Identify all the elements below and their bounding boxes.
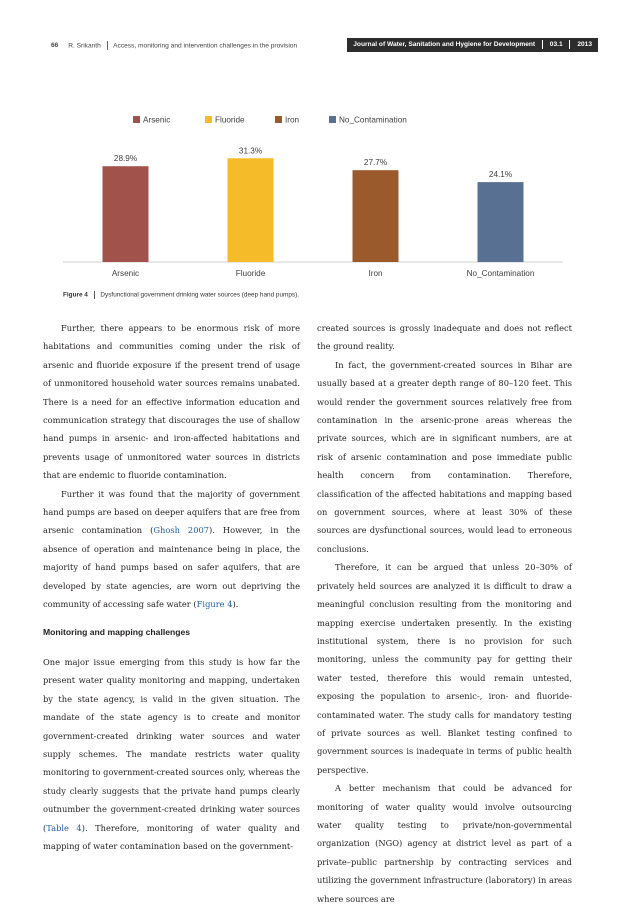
paragraph-text: Further it was found that the majority of government hand pumps are based on deeper aquifers that are free from arsenic contamination (: [43, 488, 300, 536]
running-header: [43, 38, 598, 52]
paragraph: [43, 653, 300, 855]
paragraph-text: ).: [232, 599, 239, 610]
table-link[interactable]: Table 4: [46, 822, 82, 833]
paragraph: created sources is grossly inadequate and does not reflect the ground reality.: [317, 323, 572, 352]
legend-label: Fluoride: [215, 115, 245, 125]
bar-fluoride: [228, 158, 274, 262]
header-author: R. Srikanth: [68, 42, 101, 50]
left-column: [43, 319, 300, 855]
journal-year: 2013: [577, 41, 592, 48]
bar-iron: [353, 170, 399, 262]
journal-divider: [542, 40, 543, 49]
header-left: [43, 41, 297, 50]
legend-label: No_Contamination: [339, 115, 407, 125]
data-label: 28.9%: [113, 154, 138, 164]
legend-swatch: [133, 116, 140, 123]
legend-swatch: [205, 116, 212, 123]
paragraph-text: ). Therefore, monitoring of water quality and mapping of water contamination based on the government-: [43, 822, 300, 851]
data-label: 31.3%: [238, 146, 263, 156]
bar-no_contamination: [478, 182, 524, 262]
paragraph: [43, 485, 300, 614]
tick-label: Fluoride: [235, 269, 266, 278]
paragraph: Therefore, it can be argued that unless 20–30% of privately held sources are analyzed it is difficult to draw a meaningful conclusion resulting from the monitoring and mapping exercise undertaken presently. In the existing institutional system, there is no provision for such monitoring, unless the community pay for getting their water tested, therefore this would remain untested, exposing the population to arsenic-, iron- and fluoride-contaminated water. The study calls for mandatory testing of private sources as well. Blanket testing confined to government sources is inadequate in terms of public health perspective.: [317, 562, 572, 775]
section-heading: Monitoring and mapping challenges: [43, 626, 191, 637]
tick-label: Arsenic: [111, 269, 140, 278]
data-label: 27.7%: [363, 158, 388, 168]
paragraph: Further, there appears to be enormous risk of more habitations and communities coming under the risk of arsenic and fluoride exposure if the present trend of usage of unmonitored household water sources remains unabated. There is a need for an effective information education and communication strategy that discourages the use of shallow hand pumps in arsenic- and iron-affected habitations and prevents usage of unmonitored water sources in districts that are endemic to fluoride contamination.: [43, 323, 300, 481]
figure-link[interactable]: Figure 4: [196, 599, 233, 610]
paragraph-text: ). However, in the absence of operation and maintenance being in place, the majority of hand pumps based on safer aquifers, that are developed by state agencies, are worn out depriving the community of accessing safe water (: [43, 525, 301, 610]
bar-arsenic: [103, 166, 149, 262]
paragraph: In fact, the government-created sources in Bihar are usually based at a greater depth range of 80–120 feet. This would render the government sources relatively free from contamination in the arsenic-prone areas whereas the private sources, which are in significant numbers, are at risk of arsenic contamination and pose immediate public health concern from contamination. Therefore, classification of the affected habitations and mapping based on government sources, where at least 30% of these sources are dysfunctional sources, would lead to erroneous conclusions.: [317, 359, 572, 554]
journal-name: Journal of Water, Sanitation and Hygiene for Development: [353, 41, 536, 48]
page-number: 66: [51, 42, 59, 50]
legend-swatch: [275, 116, 282, 123]
tick-label: Iron: [368, 269, 383, 278]
figure-4-bar-chart: [63, 110, 583, 288]
journal-divider: [569, 40, 570, 49]
journal-issue: 03.1: [549, 41, 563, 48]
journal-banner: [347, 38, 598, 52]
figure-caption-text: Dysfunctional government drinking water sources (deep hand pumps).: [100, 291, 299, 299]
citation-link[interactable]: Ghosh 2007: [153, 525, 210, 536]
header-running-title: Access, monitoring and intervention challenges in the provision: [113, 42, 298, 50]
header-divider: [107, 41, 108, 50]
legend-swatch: [329, 116, 336, 123]
legend-label: Arsenic: [143, 115, 171, 125]
data-label: 24.1%: [488, 170, 513, 180]
figure-caption: [63, 291, 299, 299]
paragraph: A better mechanism that could be advanced for monitoring of water quality would involve outsourcing water quality testing to private/non-governmental organization (NGO) agency at district level as part of a private–public partnership by contracting services and utilizing the government infrastructure (laboratory) in areas where sources are: [317, 783, 572, 904]
legend-label: Iron: [285, 115, 300, 125]
paragraph-text: One major issue emerging from this study is how far the present water quality monitoring and mapping, undertaken by the state agency, is valid in the given situation. The mandate of the state agency is to create and monitor government-created drinking water sources and water supply schemes. The mandate restricts water quality monitoring to government-created sources only, whereas the study clearly suggests that the private hand pumps clearly outnumber the government-created drinking water sources (: [43, 656, 300, 833]
tick-label: No_Contamination: [466, 269, 535, 278]
caption-divider: [94, 291, 95, 299]
figure-label: Figure 4: [63, 291, 88, 299]
